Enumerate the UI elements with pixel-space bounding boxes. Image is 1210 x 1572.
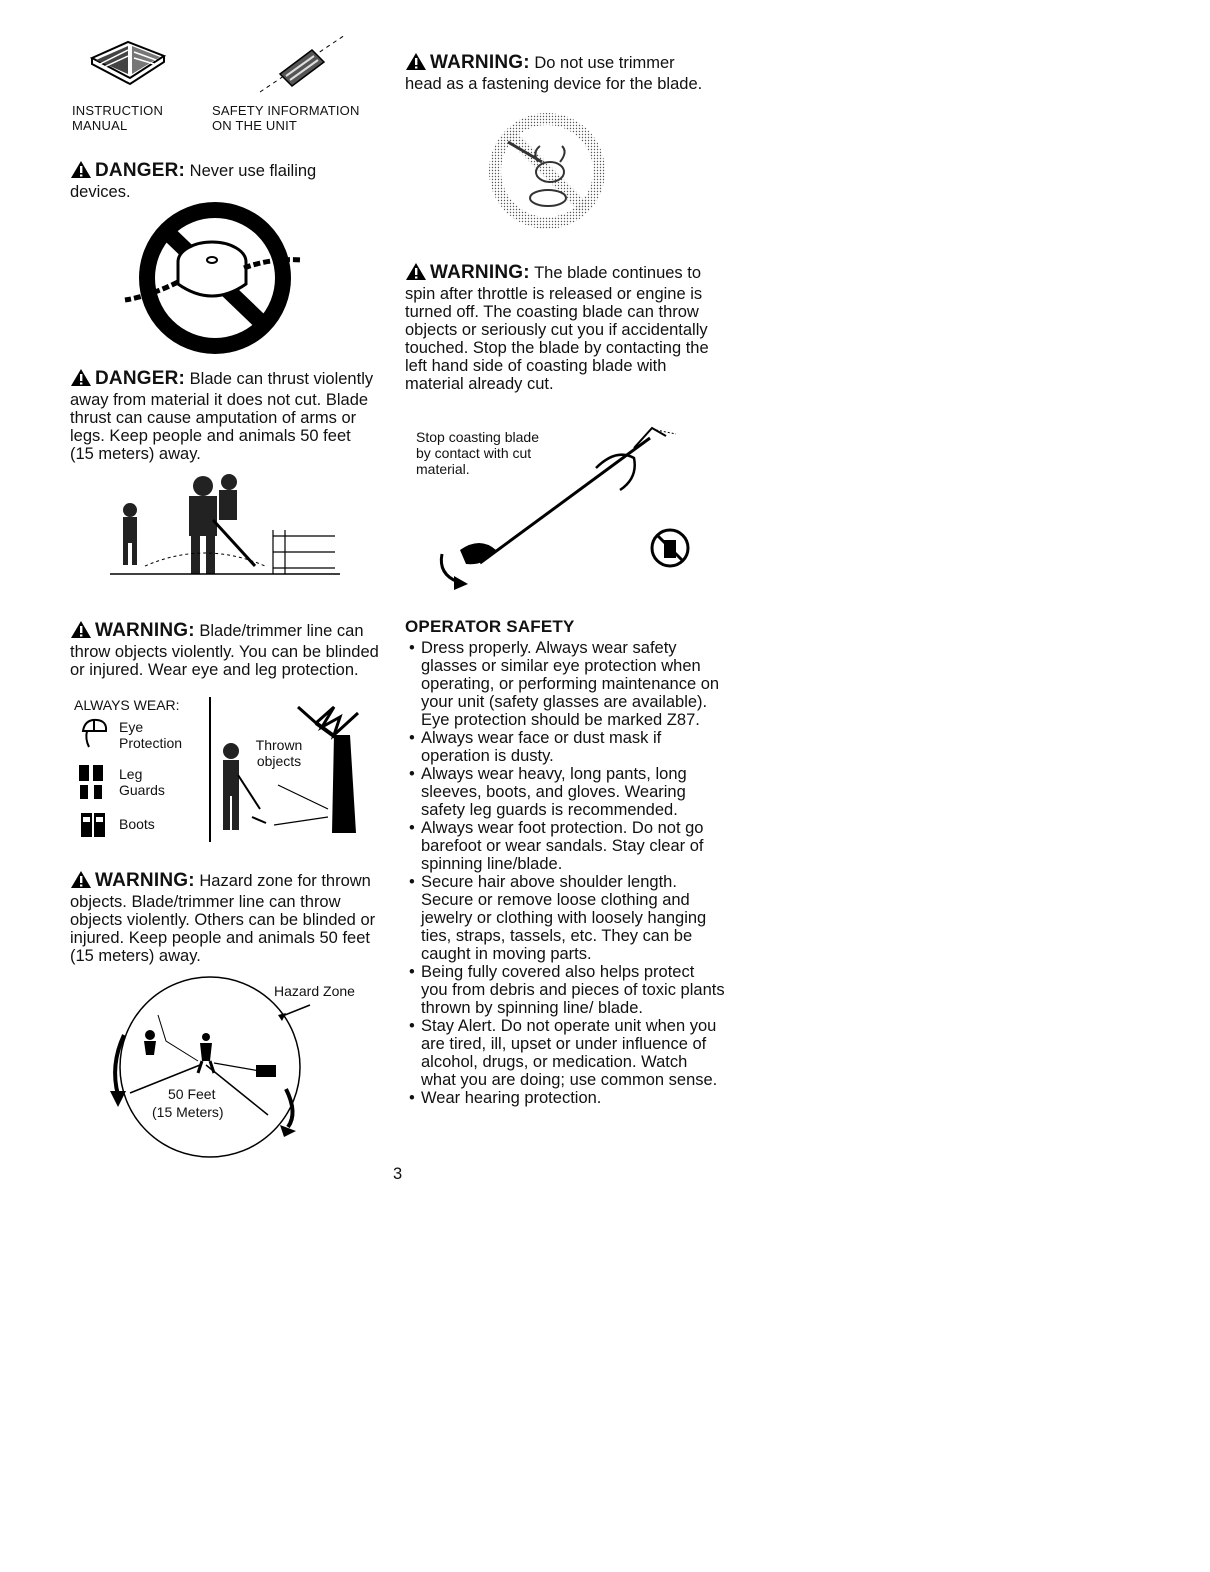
warning-coasting-text: The blade continues to spin after throttle is released or engine is turned off. The coasting blade can throw objects or seriously cut you if accidentally touched. Stop the blade by contacting the left hand side of coasting blade with material already cut.: [405, 264, 709, 393]
list-item: • Dress properly. Always wear safety glasses or similar eye protection when operating, or performing maintenance on your unit (safety glasses are available). Eye protection should be marked Z87.: [405, 639, 725, 729]
warning-fastening-block: [405, 52, 715, 93]
distance-meters-label: (15 Meters): [152, 1104, 224, 1120]
no-flailing-devices-illustration: [120, 200, 310, 360]
warning-eye-leg-text: Blade/trimmer line can throw objects violently. You can be blinded or injured. Wear eye and leg protection.: [70, 622, 379, 679]
danger-thrust-text: Blade can thrust violently away from material it does not cut. Blade thrust can cause amputation of arms or legs. Keep people and animals 50 feet (15 meters) away.: [70, 370, 374, 463]
warning-signal-word: WARNING:: [430, 262, 530, 283]
warning-coasting-block: [405, 262, 715, 393]
danger-signal-word: DANGER:: [95, 368, 186, 389]
coasting-figure-caption: Stop coasting blade by contact with cut material.: [416, 429, 539, 477]
danger-flailing-text: Never use flailing devices.: [70, 162, 317, 201]
warning-triangle-icon: [70, 870, 92, 893]
list-item: • Being fully covered also helps protect you from debris and pieces of toxic plants thrown by spinning line/ blade.: [405, 963, 725, 1017]
warning-signal-word: WARNING:: [430, 52, 530, 73]
safety-decal-icon: [250, 30, 350, 95]
operator-bystander-illustration: [105, 470, 345, 585]
no-fastening-illustration: [488, 112, 606, 230]
list-item: • Always wear heavy, long pants, long sleeves, boots, and gloves. Wearing safety leg guards is recommended.: [405, 765, 725, 819]
danger-thrust-block: [70, 368, 375, 463]
safety-info-label: SAFETY INFORMATION ON THE UNIT: [212, 103, 360, 133]
warning-triangle-icon: [70, 368, 92, 391]
manual-label: INSTRUCTION MANUAL: [72, 103, 164, 133]
thrown-objects-illustration: [216, 705, 376, 835]
ppe-item-eye: Eye Protection: [119, 719, 183, 751]
danger-flailing-block: [70, 160, 375, 201]
ppe-item-boots: Boots: [119, 816, 155, 832]
list-item: • Secure hair above shoulder length. Secure or remove loose clothing and jewelry or clothing with loosely hanging ties, straps, tassels, etc. They can be caught in moving parts.: [405, 873, 725, 963]
leg-guards-icon: [77, 763, 107, 801]
list-item: • Stay Alert. Do not operate unit when you are tired, ill, upset or under influence of alcohol, drugs, or medication. Watch what you are doing; use common sense.: [405, 1017, 725, 1089]
operator-safety-heading: OPERATOR SAFETY: [405, 617, 575, 636]
coasting-blade-illustration: [420, 418, 700, 598]
warning-triangle-icon: [70, 160, 92, 183]
always-wear-label: ALWAYS WEAR:: [74, 697, 180, 713]
hazard-zone-label: Hazard Zone: [274, 983, 355, 999]
warning-signal-word: WARNING:: [95, 620, 195, 641]
warning-hazard-text: Hazard zone for thrown objects. Blade/trimmer line can throw objects violently. Others can be blinded or injured. Keep people and animals 50 feet (15 meters) away.: [70, 872, 376, 965]
warning-hazard-block: [70, 870, 380, 965]
boots-icon: [80, 812, 108, 838]
page-number: 3: [393, 1165, 403, 1183]
manual-icon: [88, 28, 168, 90]
warning-triangle-icon: [405, 52, 427, 75]
list-item: • Wear hearing protection.: [405, 1089, 725, 1107]
list-item: • Always wear foot protection. Do not go barefoot or wear sandals. Stay clear of spinning line/blade.: [405, 819, 725, 873]
distance-feet-label: 50 Feet: [168, 1086, 216, 1102]
warning-eye-leg-block: [70, 620, 380, 679]
operator-safety-list: [405, 639, 725, 1107]
warning-signal-word: WARNING:: [95, 870, 195, 891]
list-item: • Always wear face or dust mask if operation is dusty.: [405, 729, 725, 765]
ppe-divider: [209, 697, 211, 842]
warning-triangle-icon: [70, 620, 92, 643]
warning-triangle-icon: [405, 262, 427, 285]
thrown-objects-label: Thrown objects: [255, 737, 303, 769]
danger-signal-word: DANGER:: [95, 160, 186, 181]
eye-protection-icon: [79, 717, 109, 749]
warning-fastening-text: Do not use trimmer head as a fastening device for the blade.: [405, 54, 703, 93]
ppe-item-leg: Leg Guards: [119, 766, 165, 798]
